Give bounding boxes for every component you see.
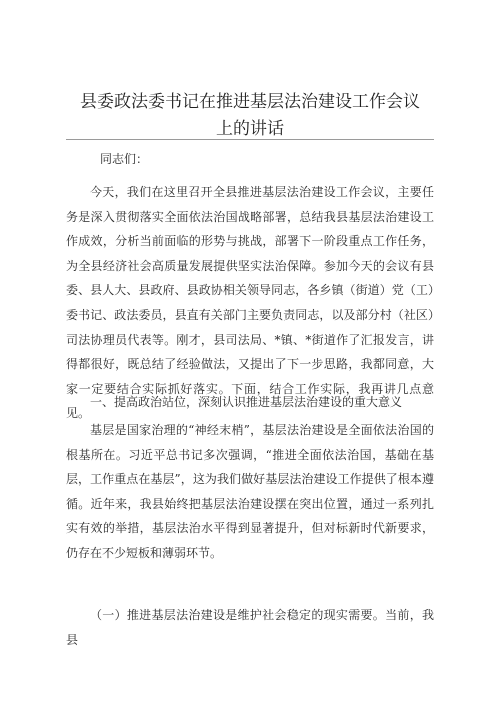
- section-heading-1: 一、提高政治站位，深刻认识推进基层法治建设的重大意义: [90, 395, 403, 409]
- paragraph-subsection-1: （一）推进基层法治建设是维护社会稳定的现实需要。当前，我县: [66, 608, 434, 647]
- paragraph-opening: 今天，我们在这里召开全县推进基层法治建设工作会议，主要任务是深入贯彻落实全面依法治国战略部署，总结我县基层法治建设工作成效，分析当前面临的形势与挑战，部署下一阶段重点工作任务，为全县经济社会高质量发展提供坚实法治保障。参加今天的会议有县委、县人大、县政府、县政协相关领导同志，各乡镇（街道）党（工）委书记、政法委员，县直有关部门主要负责同志，以及部分村（社区）司法协理员代表等。刚才，县司法局、*镇、*街道作了汇报发言，讲得都很好，既总结了经验做法，又提出了下一步思路，我都同意，大家一定要结合实际抓好落实。下面，结合工作实际，我再讲几点意见。: [66, 185, 434, 421]
- salutation: 同志们：: [100, 152, 149, 166]
- document-title-line-1: 县委政法委书记在推进基层法治建设工作会议: [80, 92, 420, 112]
- paragraph-section-1: 基层是国家治理的“神经末梢”，基层法治建设是全面依法治国的根基所在。习近平总书记多次强调，“推进全面依法治国，基础在基层，工作重点在基层”，这为我们做好基层法治建设工作提供了根本遵循。近年来，我县始终把基层法治建设摆在突出位置，通过一系列扎实有效的举措，基层法治水平得到显著提升，但对标新时代新要求，仍存在不少短板和薄弱环节。: [66, 423, 434, 560]
- document-title-line-2: 上的讲话: [216, 119, 284, 139]
- title-divider: [66, 139, 434, 140]
